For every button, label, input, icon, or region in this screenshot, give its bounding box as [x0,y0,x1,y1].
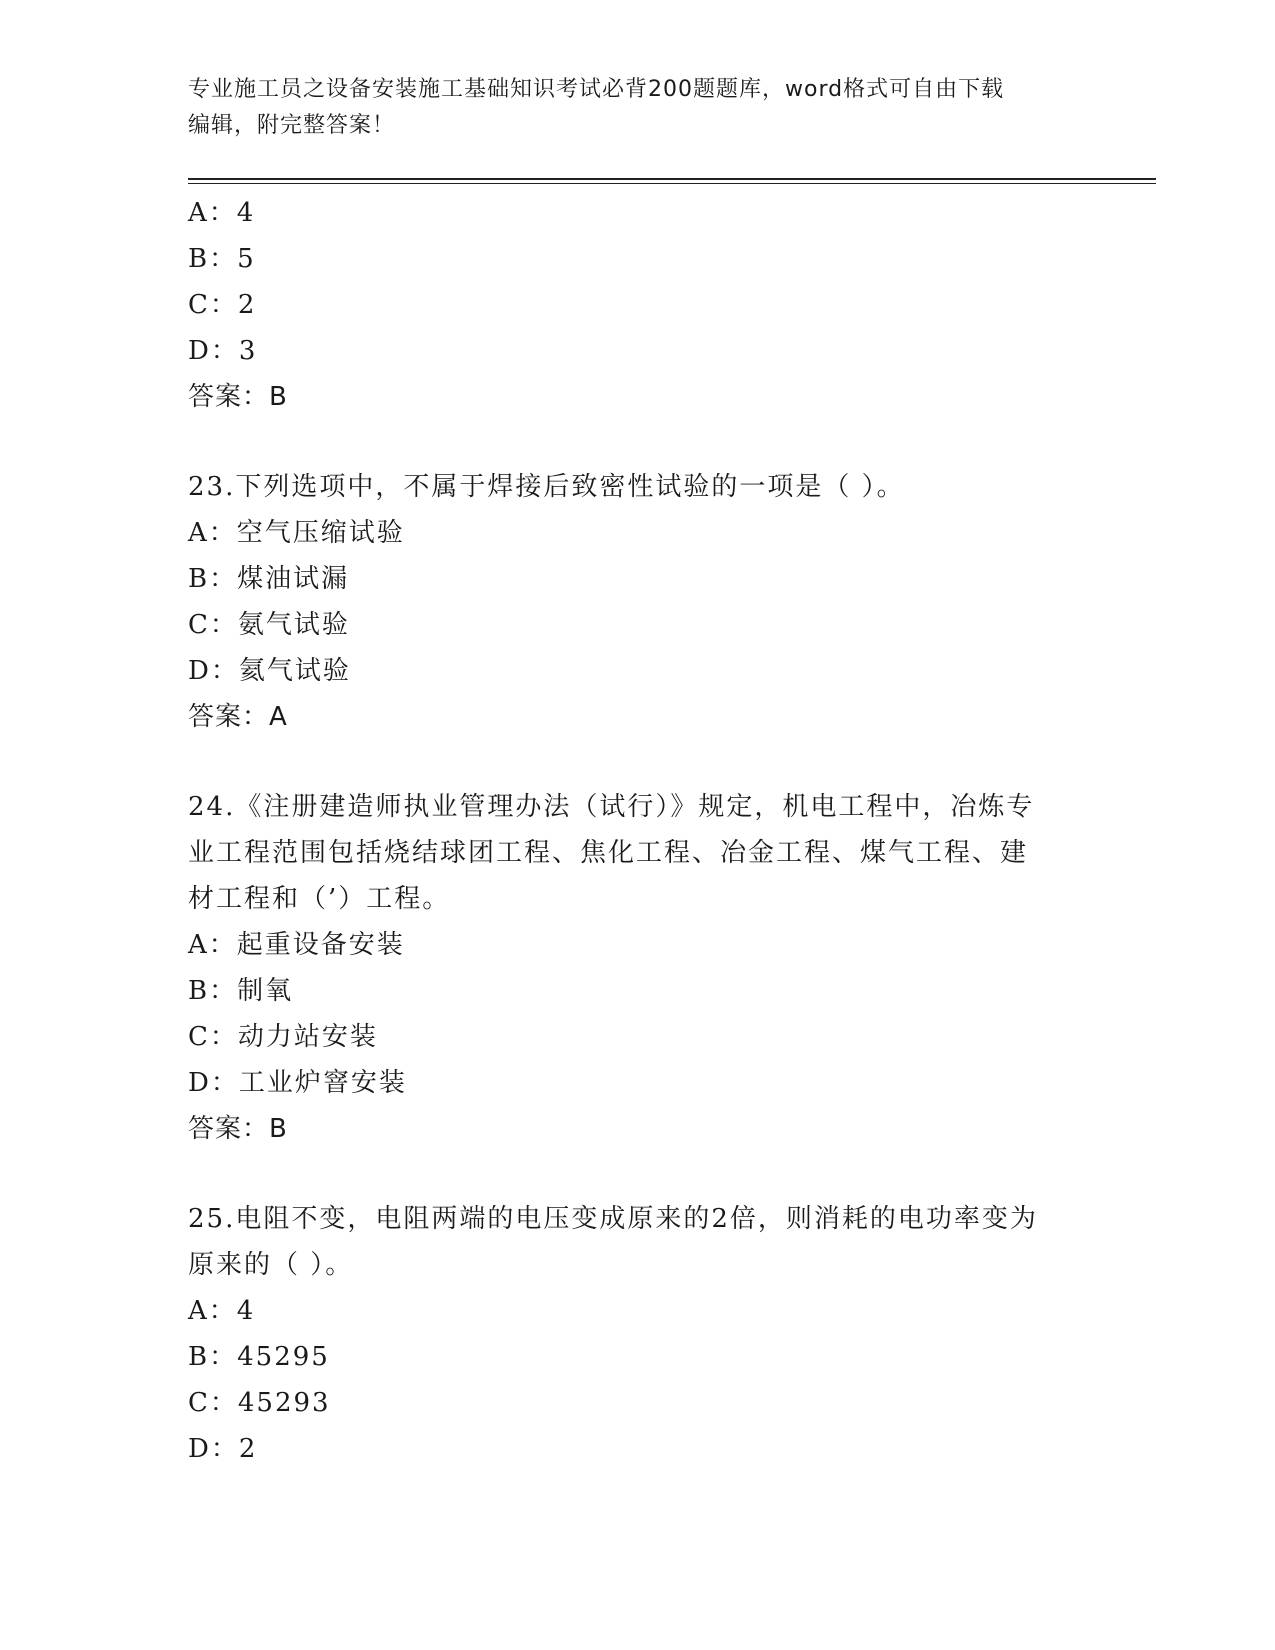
document-header [188,72,1088,144]
option-d: D：3 [188,336,258,366]
document-content [188,190,1088,1472]
option-c: C：动力站安装 [188,1022,378,1052]
answer: 答案：B [188,1114,288,1144]
header-rule-thick [188,178,1156,180]
option-a: A：4 [188,1296,256,1326]
question-text-line-1: 25.电阻不变，电阻两端的电压变成原来的2倍，则消耗的电功率变为 [188,1204,1038,1234]
option-a: A：起重设备安装 [188,930,405,960]
option-a: A：4 [188,198,256,228]
option-c: C：氨气试验 [188,610,350,640]
answer: 答案：B [188,382,288,412]
option-b: B：煤油试漏 [188,564,350,594]
spacer [188,420,1088,464]
header-line-2: 编辑，附完整答案！ [188,113,396,138]
option-b: B：45295 [188,1342,330,1372]
header-line-1: 专业施工员之设备安装施工基础知识考试必背200题题库，word格式可自由下载 [188,77,1005,102]
header-rule-thin [188,183,1156,184]
question-22 [188,190,1088,420]
option-c: C：2 [188,290,257,320]
question-text-line-2: 业工程范围包括烧结球团工程、焦化工程、冶金工程、煤气工程、建 [188,838,1029,868]
question-24 [188,784,1088,1152]
question-text-line-1: 24.《注册建造师执业管理办法（试行）》规定，机电工程中，冶炼专 [188,792,1035,822]
question-25 [188,1196,1088,1472]
option-c: C：45293 [188,1388,331,1418]
option-d: D：2 [188,1434,258,1464]
option-b: B：制氧 [188,976,294,1006]
spacer [188,740,1088,784]
spacer [188,1152,1088,1196]
answer: 答案：A [188,702,288,732]
option-a: A：空气压缩试验 [188,518,405,548]
question-text-line-3: 材工程和（’）工程。 [188,884,451,914]
option-b: B：5 [188,244,256,274]
option-d: D：工业炉窨安装 [188,1068,407,1098]
option-d: D：氦气试验 [188,656,351,686]
question-23 [188,464,1088,740]
question-text: 23.下列选项中，不属于焊接后致密性试验的一项是（ ）。 [188,472,905,502]
question-text-line-2: 原来的（ ）。 [188,1250,354,1280]
